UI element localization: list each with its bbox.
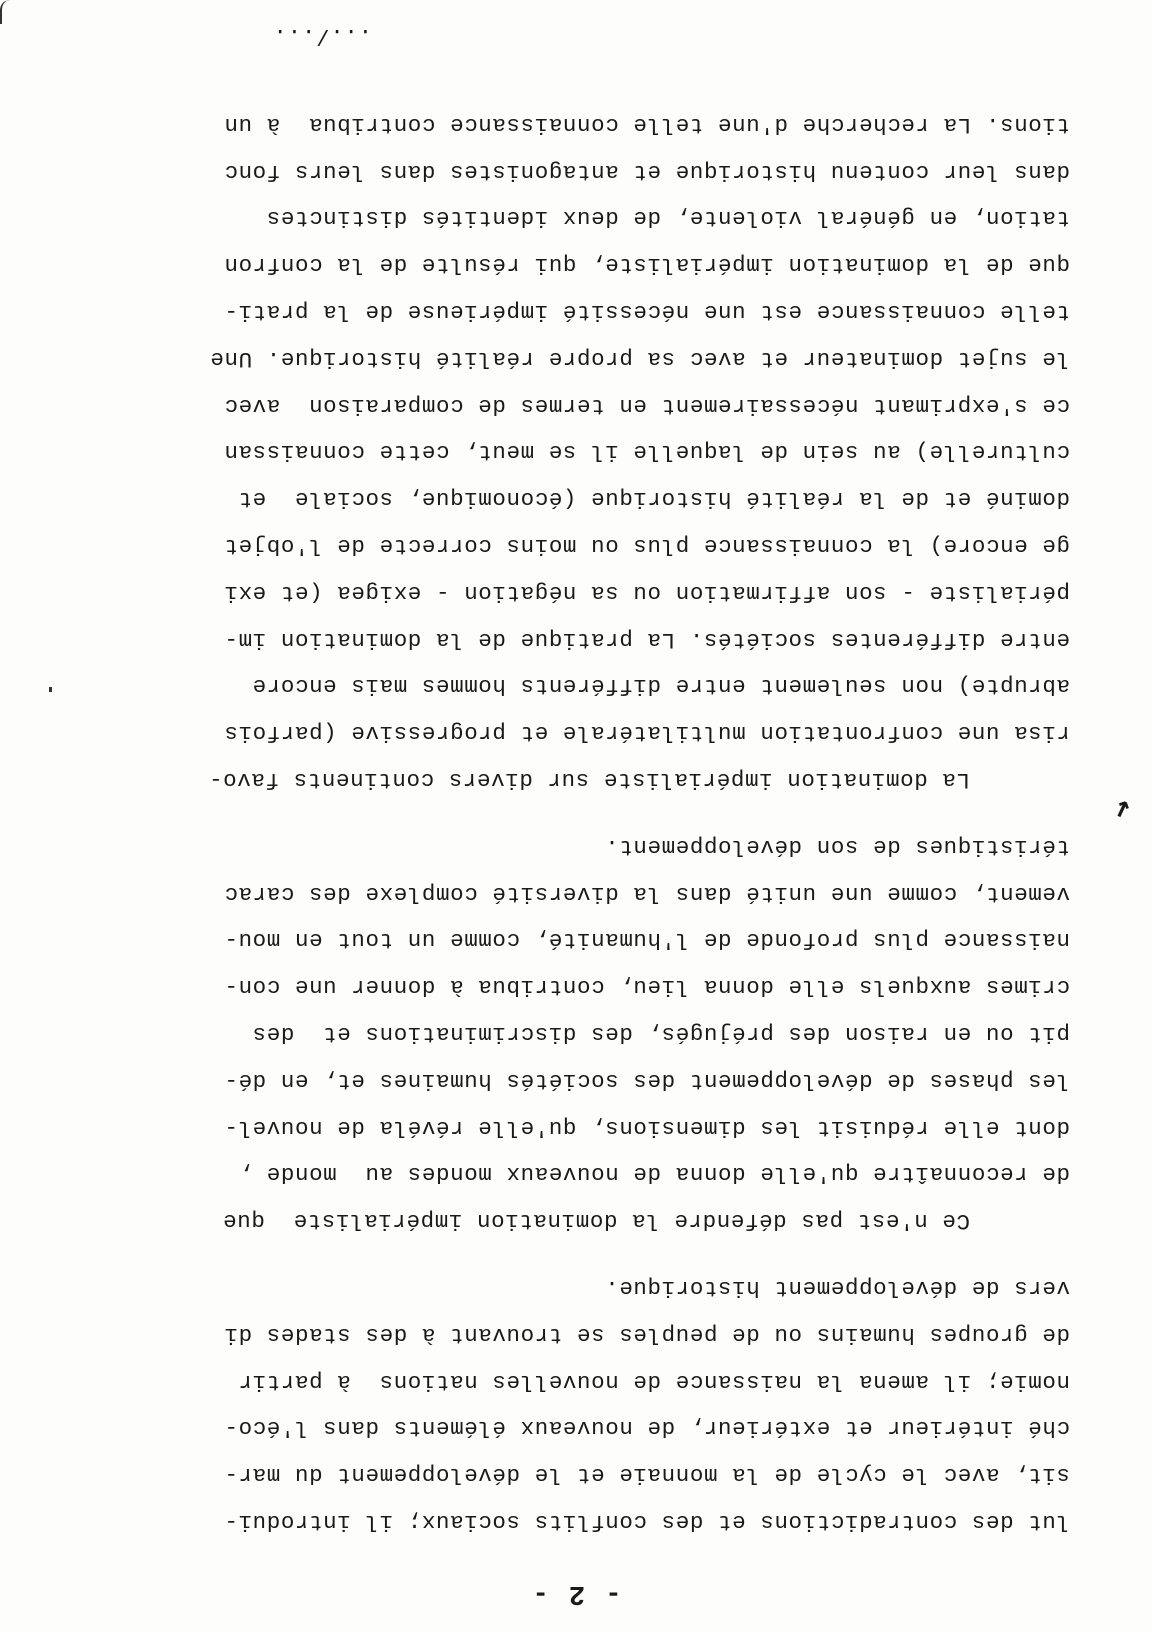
- text-line: nomie; il amena la naissance de nouvelles nations à partir: [237, 1368, 1070, 1395]
- text-line: ce s'exprimant nécessairement en termes de comparaison avec: [223, 392, 1070, 419]
- text-line: tions. La recherche d'une telle connaissance contribua à un: [223, 111, 1070, 138]
- text-line: de groupes humains ou de peuples se trouvant à des stades di: [223, 1321, 1070, 1348]
- page-edge-mark: [0, 0, 10, 24]
- text-line: tation, en général violente, de deux identités distinctes: [266, 205, 1070, 232]
- text-line: culturelle) au sein de laquelle il se meut, cette connaissan: [223, 439, 1070, 466]
- text-line: le sujet dominateur et avec sa propre réalité historique. Une: [209, 345, 1070, 372]
- text-line: de reconnaître qu'elle donna de nouveaux mondes au monde ,: [237, 1161, 1070, 1188]
- handwritten-arrow-mark: ↙: [1108, 791, 1137, 830]
- text-line: périaliste - son affirmation ou sa négation - exigea (et exi: [223, 579, 1070, 606]
- typed-text-body: [70, 101, 1070, 1545]
- text-line: dans leur contenu historique et antagonistes dans leurs fonc: [223, 158, 1070, 185]
- text-line: entre différentes sociétés. La pratique de la domination im-: [223, 626, 1070, 653]
- paragraph-start-line: La domination impérialiste sur divers continents favo-: [208, 767, 970, 794]
- continuation-mark: .../...: [272, 23, 372, 48]
- text-line: que de la domination impérialiste, qui résulte de la confron: [223, 252, 1070, 279]
- text-line: abrupte) non seulement entre différents hommes mais encore: [252, 673, 1070, 700]
- text-line: pit ou en raison des préjugés, des discriminations et des: [252, 1021, 1070, 1048]
- text-line: vers de développement historique.: [604, 1275, 1070, 1302]
- text-line: dont elle réduisit les dimensions, qu'elle révéla de nouvel-: [223, 1114, 1070, 1141]
- text-line: les phases de développement des sociétés humaines et, en dé-: [223, 1067, 1070, 1094]
- text-line: ché intérieur et extérieur, de nouveaux éléments dans l'éco-: [223, 1415, 1070, 1442]
- text-line: crimes auxquels elle donna lieu, contribua à donner une con-: [223, 974, 1070, 1001]
- text-line: téristiques de son développement.: [604, 833, 1070, 860]
- text-line: vement, comme une unité dans la diversité complexe des carac: [223, 880, 1070, 907]
- stray-ink-dot: [49, 687, 52, 692]
- text-line: risa une confrontation multilatérale et progressive (parfois: [223, 720, 1070, 747]
- text-line: lut des contradictions et des conflits sociaux; il introdui-: [223, 1509, 1070, 1535]
- page-number: - 2 -: [530, 1578, 622, 1608]
- text-line: telle connaissance est une nécessité impérieuse de la prati-: [223, 299, 1070, 326]
- text-line: dominé et de la réalité historique (économique, sociale et: [237, 486, 1070, 513]
- text-line: sit, avec le cycle de la monnaie et le développement du mar-: [223, 1462, 1070, 1489]
- text-line: ge encore) la connaissance plus ou moins correcte de l'objet: [223, 533, 1070, 560]
- paragraph-start-line: Ce n'est pas défendre la domination impérialiste que: [222, 1208, 970, 1235]
- text-line: naissance plus profonde de l'humanité, comme un tout en mou-: [223, 927, 1070, 954]
